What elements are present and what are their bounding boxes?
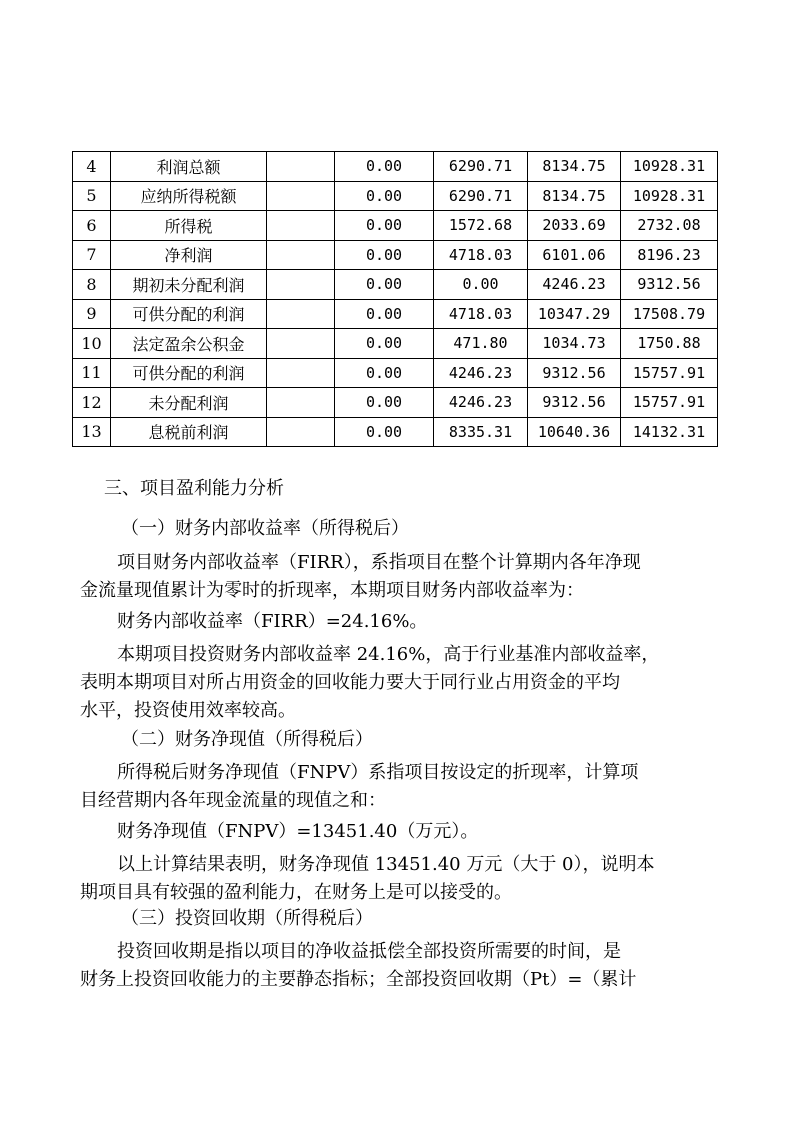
value-col-4: 15757.91 xyxy=(621,358,718,388)
table-row xyxy=(73,211,718,241)
paragraph-line: 以上计算结果表明，财务净现值 13451.40 万元（大于 0），说明本 xyxy=(117,854,655,875)
blank-cell xyxy=(267,329,335,359)
value-col-2: 4718.03 xyxy=(434,299,528,329)
item-name: 可供分配的利润 xyxy=(111,299,267,329)
value-col-3: 2033.69 xyxy=(528,211,621,241)
value-col-4: 14132.31 xyxy=(621,417,718,447)
value-col-3: 9312.56 xyxy=(528,388,621,418)
table-row xyxy=(73,388,718,418)
value-col-1: 0.00 xyxy=(335,388,434,418)
row-number: 13 xyxy=(73,417,111,447)
blank-cell xyxy=(267,211,335,241)
row-number: 8 xyxy=(73,270,111,300)
row-number: 4 xyxy=(73,152,111,182)
value-col-2: 8335.31 xyxy=(434,417,528,447)
paragraph-line: 目经营期内各年现金流量的现值之和： xyxy=(80,790,386,811)
value-col-4: 10928.31 xyxy=(621,181,718,211)
table-row xyxy=(73,299,718,329)
value-col-2: 4246.23 xyxy=(434,358,528,388)
blank-cell xyxy=(267,240,335,270)
subsection-heading-fnpv: （二）财务净现值（所得税后） xyxy=(121,729,373,750)
row-number: 10 xyxy=(73,329,111,359)
value-col-2: 0.00 xyxy=(434,270,528,300)
value-col-2: 471.80 xyxy=(434,329,528,359)
value-col-3: 4246.23 xyxy=(528,270,621,300)
blank-cell xyxy=(267,299,335,329)
item-name: 净利润 xyxy=(111,240,267,270)
value-col-2: 6290.71 xyxy=(434,152,528,182)
row-number: 6 xyxy=(73,211,111,241)
item-name: 可供分配的利润 xyxy=(111,358,267,388)
paragraph-line: 财务净现值（FNPV）=13451.40（万元）。 xyxy=(117,821,479,842)
paragraph-line: 所得税后财务净现值（FNPV）系指项目按设定的折现率，计算项 xyxy=(117,762,639,783)
value-col-4: 17508.79 xyxy=(621,299,718,329)
value-col-1: 0.00 xyxy=(335,211,434,241)
value-col-2: 4718.03 xyxy=(434,240,528,270)
value-col-1: 0.00 xyxy=(335,152,434,182)
paragraph-line: 财务内部收益率（FIRR）=24.16%。 xyxy=(117,611,428,632)
value-col-1: 0.00 xyxy=(335,270,434,300)
row-number: 12 xyxy=(73,388,111,418)
value-col-1: 0.00 xyxy=(335,358,434,388)
blank-cell xyxy=(267,388,335,418)
table-row xyxy=(73,417,718,447)
table-row xyxy=(73,270,718,300)
value-col-3: 8134.75 xyxy=(528,152,621,182)
item-name: 所得税 xyxy=(111,211,267,241)
value-col-4: 9312.56 xyxy=(621,270,718,300)
value-col-4: 1750.88 xyxy=(621,329,718,359)
value-col-2: 1572.68 xyxy=(434,211,528,241)
row-number: 9 xyxy=(73,299,111,329)
value-col-3: 6101.06 xyxy=(528,240,621,270)
blank-cell xyxy=(267,417,335,447)
value-col-3: 10347.29 xyxy=(528,299,621,329)
blank-cell xyxy=(267,358,335,388)
value-col-3: 9312.56 xyxy=(528,358,621,388)
paragraph-line: 水平，投资使用效率较高。 xyxy=(80,700,296,721)
item-name: 应纳所得税额 xyxy=(111,181,267,211)
blank-cell xyxy=(267,181,335,211)
value-col-4: 15757.91 xyxy=(621,388,718,418)
value-col-1: 0.00 xyxy=(335,417,434,447)
table-row xyxy=(73,152,718,182)
item-name: 法定盈余公积金 xyxy=(111,329,267,359)
table-body xyxy=(73,152,718,447)
value-col-3: 1034.73 xyxy=(528,329,621,359)
paragraph-line: 投资回收期是指以项目的净收益抵偿全部投资所需要的时间，是 xyxy=(117,941,621,962)
row-number: 7 xyxy=(73,240,111,270)
profit-table xyxy=(72,151,718,447)
table-row xyxy=(73,181,718,211)
row-number: 5 xyxy=(73,181,111,211)
value-col-1: 0.00 xyxy=(335,299,434,329)
row-number: 11 xyxy=(73,358,111,388)
item-name: 利润总额 xyxy=(111,152,267,182)
value-col-3: 10640.36 xyxy=(528,417,621,447)
table-row xyxy=(73,240,718,270)
value-col-4: 2732.08 xyxy=(621,211,718,241)
value-col-1: 0.00 xyxy=(335,240,434,270)
blank-cell xyxy=(267,152,335,182)
subsection-heading-payback: （三）投资回收期（所得税后） xyxy=(121,908,373,929)
value-col-1: 0.00 xyxy=(335,181,434,211)
item-name: 息税前利润 xyxy=(111,417,267,447)
paragraph-line: 项目财务内部收益率（FIRR），系指项目在整个计算期内各年净现 xyxy=(117,552,641,573)
section-heading: 三、项目盈利能力分析 xyxy=(104,478,284,499)
value-col-3: 8134.75 xyxy=(528,181,621,211)
blank-cell xyxy=(267,270,335,300)
paragraph-line: 财务上投资回收能力的主要静态指标；全部投资回收期（Pt）=（累计 xyxy=(80,969,637,990)
paragraph-line: 期项目具有较强的盈利能力，在财务上是可以接受的。 xyxy=(80,882,512,903)
value-col-2: 6290.71 xyxy=(434,181,528,211)
item-name: 未分配利润 xyxy=(111,388,267,418)
paragraph-line: 金流量现值累计为零时的折现率，本期项目财务内部收益率为： xyxy=(80,580,584,601)
value-col-4: 10928.31 xyxy=(621,152,718,182)
value-col-4: 8196.23 xyxy=(621,240,718,270)
table-row xyxy=(73,329,718,359)
paragraph-line: 本期项目投资财务内部收益率 24.16%，高于行业基准内部收益率， xyxy=(117,644,660,665)
value-col-1: 0.00 xyxy=(335,329,434,359)
subsection-heading-firr: （一）财务内部收益率（所得税后） xyxy=(121,518,409,539)
value-col-2: 4246.23 xyxy=(434,388,528,418)
paragraph-line: 表明本期项目对所占用资金的回收能力要大于同行业占用资金的平均 xyxy=(80,672,620,693)
table-row xyxy=(73,358,718,388)
item-name: 期初未分配利润 xyxy=(111,270,267,300)
